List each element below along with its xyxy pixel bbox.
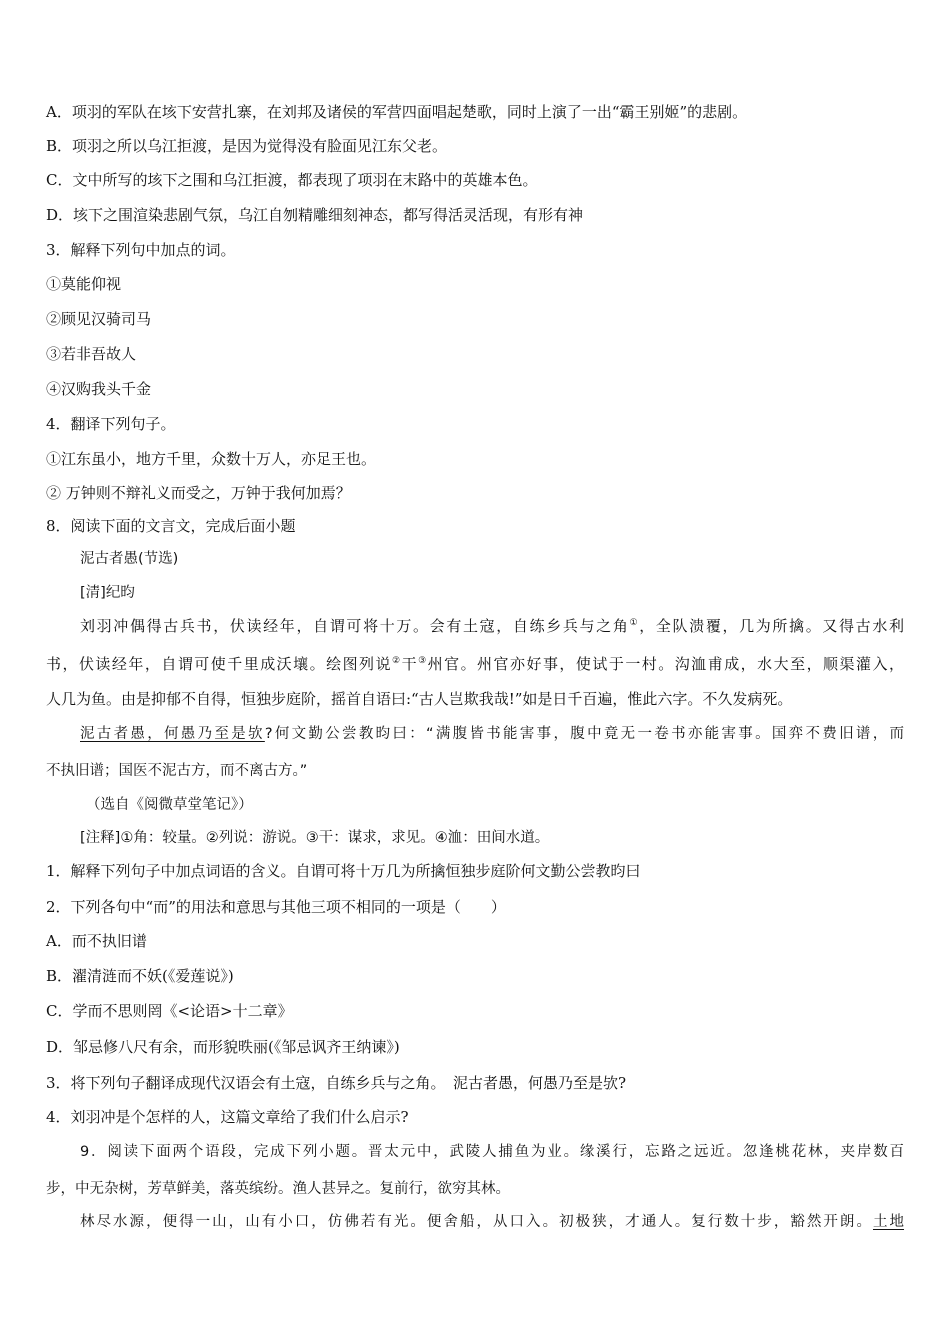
q8-sub-2-option-a: A．而不执旧谱 — [46, 932, 147, 950]
passage-line-1 — [80, 616, 904, 636]
q8-sub-4: 4．刘羽冲是个怎样的人，这篇文章给了我们什么启示? — [46, 1108, 409, 1126]
passage-line-4 — [80, 724, 904, 744]
q8-sub-3: 3．将下列句子翻译成现代汉语会有土寇，自练乡兵与之角。 泥古者愚，何愚乃至是欤? — [46, 1074, 627, 1092]
option-c-line: C．文中所写的垓下之围和乌江拒渡，都表现了项羽在末路中的英雄本色。 — [46, 171, 538, 189]
option-a-line: A．项羽的军队在垓下安营扎寨，在刘邦及诸侯的军营四面唱起楚歌，同时上演了一出“霸王别姬”的悲剧。 — [46, 103, 748, 121]
passage-title: 泥古者愚(节选) — [80, 551, 179, 567]
question-3-item-1: ①莫能仰视 — [46, 275, 122, 293]
question-4-item-2: ② 万钟则不辩礼义而受之，万钟于我何加焉？ — [46, 484, 351, 502]
passage-line-5: 不执旧谱；国医不泥古方，而不离古方。” — [46, 763, 308, 779]
passage-source: （选自《阅微草堂笔记》） — [86, 797, 253, 813]
q8-sub-2-option-c: C．学而不思则罔《<论语>十二章》 — [46, 1002, 293, 1020]
passage-text: ?何文勤公尝教昀曰：“满腹皆书能害事，腹中竟无一卷书亦能害事。国弈不费旧谱，而 — [264, 726, 904, 742]
option-b-line: B．项羽之所以乌江拒渡，是因为觉得没有脸面见江东父老。 — [46, 137, 448, 155]
question-4-heading: 4．翻译下列句子。 — [46, 415, 176, 433]
passage-text: ，全队溃覆，几为所擒。又得古水利 — [639, 617, 904, 635]
question-9-line-1: 9．阅读下面两个语段，完成下列小题。晋太元中，武陵人捕鱼为业。缘溪行，忘路之远近。忽逢桃花林，夹岸数百 — [80, 1144, 904, 1160]
passage-line-2 — [46, 654, 904, 674]
question-8-heading: 8．阅读下面的文言文，完成后面小题 — [46, 517, 296, 535]
q8-sub-2-option-d: D．邹忌修八尺有余，而形貌昳丽(《邹忌讽齐王纳谏》) — [46, 1038, 400, 1056]
passage-line-3: 人几为鱼。由是抑郁不自得，恒独步庭阶，摇首自语曰:“古人岂欺我哉!”如是日千百遍，惟此六字。不久发病死。 — [46, 690, 793, 708]
passage-text: 刘羽冲偶得古兵书，伏读经年，自谓可将十万。会有土寇，自练乡兵与之角 — [80, 617, 630, 635]
option-d-line: D．垓下之围渲染悲剧气氛，乌江自刎精雕细刻神态，都写得活灵活现，有形有神 — [46, 206, 584, 224]
footnote-marker: ③ — [418, 656, 428, 666]
passage-text: 干 — [401, 655, 419, 673]
q8-sub-1: 1．解释下列句子中加点词语的含义。自谓可将十万几为所擒恒独步庭阶何文勤公尝教昀曰 — [46, 862, 641, 880]
q8-sub-2-option-b: B．濯清涟而不妖(《爱莲说》) — [46, 967, 234, 985]
passage-notes: [注释]①角：较量。②列说：游说。③干：谋求，求见。④洫：田间水道。 — [80, 830, 550, 846]
question-3-heading: 3．解释下列句中加点的词。 — [46, 241, 236, 259]
underlined-sentence: 泥古者愚，何愚乃至是欤 — [80, 726, 265, 742]
footnote-marker: ① — [629, 618, 640, 628]
passage-text: 书，伏读经年，自谓可使千里成沃壤。绘图列说 — [46, 655, 393, 673]
underlined-phrase: 土地 — [872, 1214, 905, 1230]
passage-text: 林尽水源，便得一山，山有小口，仿佛若有光。便舍船，从口入。初极狭，才通人。复行数十步，豁然开朗。 — [80, 1214, 873, 1230]
question-3-item-3: ③若非吾故人 — [46, 345, 137, 363]
footnote-marker: ② — [392, 656, 402, 666]
passage-author: [清]纪昀 — [80, 585, 135, 601]
passage-text: 州官。州官亦好事，使试于一村。沟洫甫成，水大至，顺渠灌入， — [427, 655, 904, 673]
question-4-item-1: ①江东虽小，地方千里，众数十万人，亦足王也。 — [46, 450, 377, 468]
question-9-line-2: 步，中无杂树，芳草鲜美，落英缤纷。渔人甚异之。复前行，欲穷其林。 — [46, 1181, 510, 1197]
question-3-item-4: ④汉购我头千金 — [46, 380, 152, 398]
question-3-item-2: ②顾见汉骑司马 — [46, 310, 152, 328]
question-9-line-3 — [80, 1212, 904, 1232]
q8-sub-2: 2．下列各句中“而”的用法和意思与其他三项不相同的一项是（ ） — [46, 898, 506, 916]
